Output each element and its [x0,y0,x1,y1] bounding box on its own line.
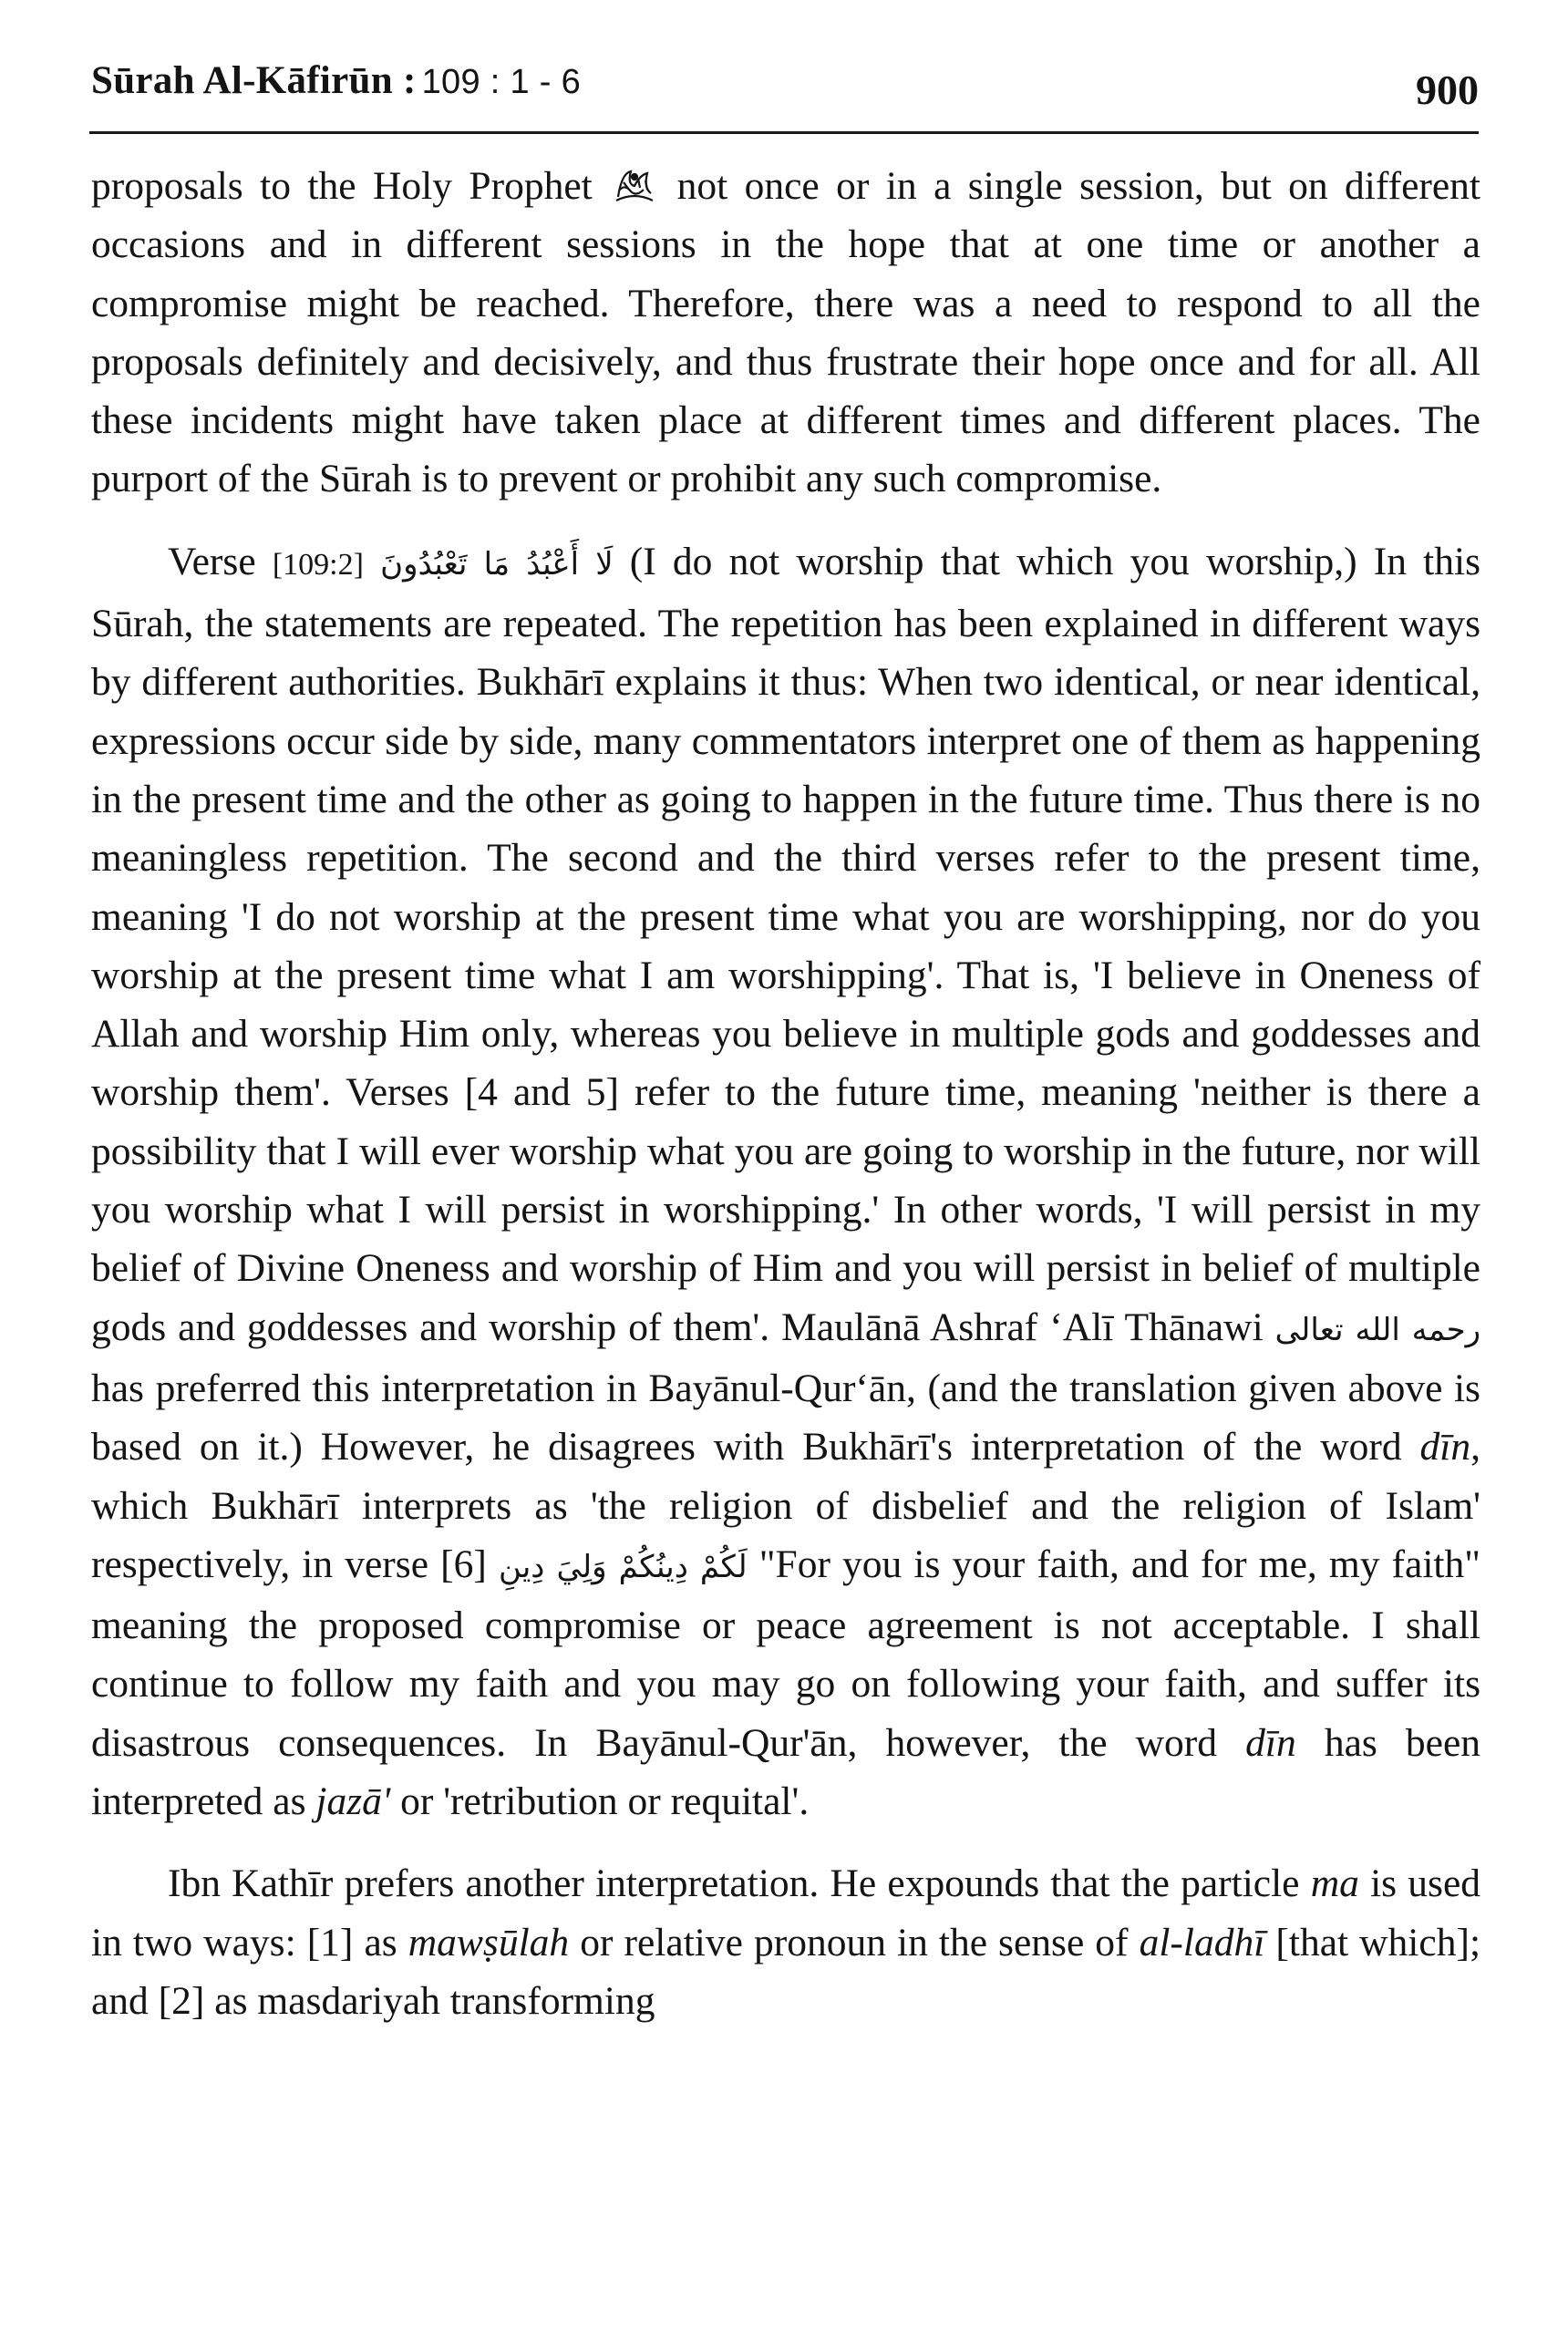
salutation-seal-icon [613,166,656,204]
p2-verse-ref: [109:2] [272,547,364,582]
italic-din: dīn [1419,1425,1471,1470]
arabic-verse-6: لَكُمْ دِينُكُمْ وَلِيَ دِينِ [498,1548,748,1585]
paragraph-1 [91,157,1480,509]
p3-text-a: Ibn Kathīr prefers another interpretation. He expounds that the particle [168,1861,1300,1906]
p2-text-f: or 'retribution or requital'. [400,1779,810,1824]
body-text [91,157,1480,2030]
italic-mawsulah: mawṣūlah [407,1920,570,1965]
surah-title-text: Sūrah Al-Kāfirūn : [91,59,417,102]
p2-text-b: has preferred this interpretation in Bayānul-Qur‘ān, (and the translation given above is based on it.) However, he disagrees with Bukhārī's interpretation of the word [91,1366,1480,1470]
p2-text-d: "For you is your faith, and for me, my faith" meaning the proposed compromise or peace agreement is not acceptable. I shall continue to follow my faith and you may go on following your faith, and suffer its disastrous consequences. In Bayānul-Qur'ān, however, the word [91,1542,1481,1765]
surah-title [91,58,581,103]
p2-text-c: , which Bukhārī interprets as 'the religion of disbelief and the religion of Islam' respectively, in verse [6] [91,1425,1480,1586]
verse-reference: 109 : 1 - 6 [421,63,582,101]
running-header [91,53,1479,117]
p2-text-a: (I do not worship that which you worship,) In this Sūrah, the statements are repeated. The repetition has been explained in different ways by different authorities. Bukhārī explains it thus: When two identical, or near identical, expressions occur side by side, many commentators interpret one of them as happening in the present time and the other as going to happen in the future time. Thus there is no meaningless repetition. The second and the third verses refer to the present time, meaning 'I do not worship at the present time what you are worshipping, nor do you worship at the present time what I am worshipping'. That is, 'I believe in Oneness of Allah and worship Him only, whereas you believe in multiple gods and goddesses and worship them'. Verses [4 and 5] refer to the future time, meaning 'neither is there a possibility that I will ever worship what you are going to worship in the future, nor will you worship what I will persist in worshipping.' In other words, 'I will persist in my belief of Divine Oneness and worship of Him and you will persist in belief of multiple gods and goddesses and worship of them'. Maulānā Ashraf ‘Alī Thānawi [91,539,1481,1349]
italic-alladhi: al-ladhī [1139,1920,1265,1965]
p2-text-e: has been interpreted as [91,1720,1481,1824]
paragraph-2 [91,532,1480,1831]
italic-din-2: dīn [1245,1720,1296,1765]
p2-lead: Verse [168,539,256,583]
page-number: 900 [1416,67,1479,113]
p1-text-b: not once or in a single session, but on different occasions and in different sessions in the hope that at one time or another a compromise might be reached. Therefore, there was a need to respond to all the proposals definitely and decisively, and thus frustrate their hope once and for all. All these incidents might have taken place at different times and different places. The purport of the Sūrah is to prevent or prohibit any such compromise. [91,164,1481,501]
p3-text-c: or relative pronoun in the sense of [580,1920,1129,1965]
italic-jaza: jazā' [315,1779,391,1824]
p3-text-d: [that which]; and [2] as masdariyah transforming [91,1920,1481,2023]
italic-ma: ma [1310,1861,1359,1906]
p3-text-b: is used in two ways: [1] as [91,1861,1481,1965]
p1-text-a: proposals to the Holy Prophet [91,164,593,208]
paragraph-3 [91,1854,1480,2030]
header-rule [89,131,1479,134]
arabic-honorific: رحمه الله تعالى [1274,1311,1481,1348]
arabic-verse-2: لَا أَعْبُدُ مَا تَعْبُدُونَ [380,545,614,583]
